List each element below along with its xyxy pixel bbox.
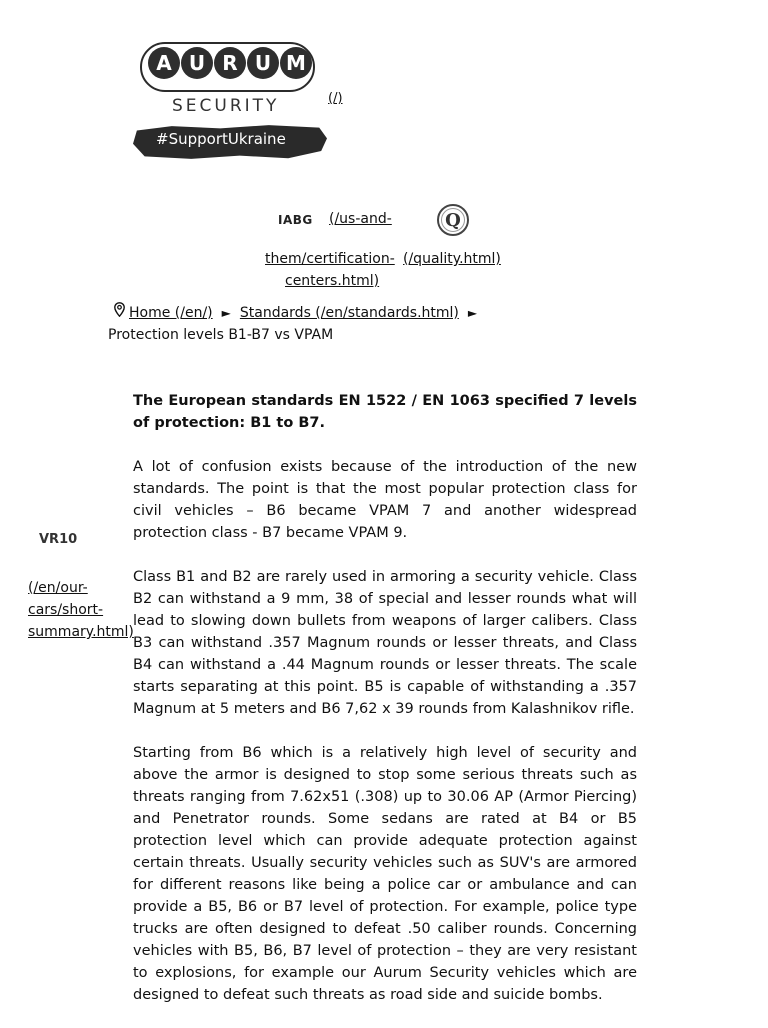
breadcrumb-home-link[interactable]: Home (/en/) xyxy=(129,305,213,321)
map-pin-icon xyxy=(114,302,125,324)
vr10-label: VR10 xyxy=(39,532,78,547)
logo-subtitle: SECURITY xyxy=(172,96,280,116)
support-ukraine-tag: #SupportUkraine xyxy=(156,130,286,148)
logo-letter: A xyxy=(148,47,180,79)
triangle-right-icon: ► xyxy=(221,306,231,320)
article-lead: The European standards EN 1522 / EN 1063 specified 7 levels of protection: B1 to B7. xyxy=(133,393,637,431)
article-paragraph: Starting from B6 which is a relatively high level of security and above the armor is designed to stop some serious threats such as threats ranging from 7.62x51 (.308) up to 30.06 AP (Armor Piercing) and Penetrator rounds. Some sedans are rated at B4 or B5 protection level which can provide adequate protection against certain threats. Usually security vehicles such as SUV's are armored for different reasons like being a police car or ambulance and can provide a B5, B6 or B7 level of protection. For example, police type trucks are often designed to defeat .50 caliber rounds. Concerning vehicles with B5, B6, B7 level of protection – they are very resistant to explosions, for example our Aurum Security vehicles which are designed to defeat such threats as road side and suicide bombs. xyxy=(133,745,637,1003)
breadcrumb-current: Protection levels B1-B7 vs VPAM xyxy=(108,327,334,343)
our-cars-summary-link[interactable]: (/en/our-cars/short-summary.html) xyxy=(28,580,134,640)
logo-letter: U xyxy=(181,47,213,79)
triangle-right-icon: ► xyxy=(467,306,478,320)
certification-link-line1[interactable]: (/us-and- xyxy=(329,211,392,227)
article-body xyxy=(133,390,637,1028)
quality-link[interactable]: (/quality.html) xyxy=(403,251,501,267)
iabg-logo: IABG xyxy=(278,213,313,227)
logo-wordmark xyxy=(148,47,312,79)
quality-badge-icon[interactable]: Q xyxy=(437,204,469,236)
article-paragraph: Class B1 and B2 are rarely used in armoring a security vehicle. Class B2 can withstand a 9 mm, 38 of special and lesser rounds what will lead to slowing down bullets from weapons of larger calibers. Class B3 can withstand .357 Magnum rounds or lesser threats, and Class B4 can withstand a .44 Magnum rounds or lesser threats. The scale starts separating at this point. B5 is capable of withstanding a .357 Magnum at 5 meters and B6 7,62 x 39 rounds from Kalashnikov rifle. xyxy=(133,569,637,717)
logo-letter: R xyxy=(214,47,246,79)
logo-letter: M xyxy=(280,47,312,79)
article-paragraph: A lot of confusion exists because of the introduction of the new standards. The point is that the most popular protection class for civil vehicles – B6 became VPAM 7 and another widespread protection class - B7 became VPAM 9. xyxy=(133,459,637,541)
certification-link-line2[interactable]: them/certification- xyxy=(265,251,395,267)
certification-link-line3[interactable]: centers.html) xyxy=(285,273,380,289)
breadcrumb xyxy=(108,302,486,346)
home-link[interactable]: (/) xyxy=(328,91,343,106)
logo-letter: U xyxy=(247,47,279,79)
aurum-security-logo[interactable] xyxy=(128,38,333,168)
breadcrumb-standards-link[interactable]: Standards (/en/standards.html) xyxy=(239,305,459,321)
